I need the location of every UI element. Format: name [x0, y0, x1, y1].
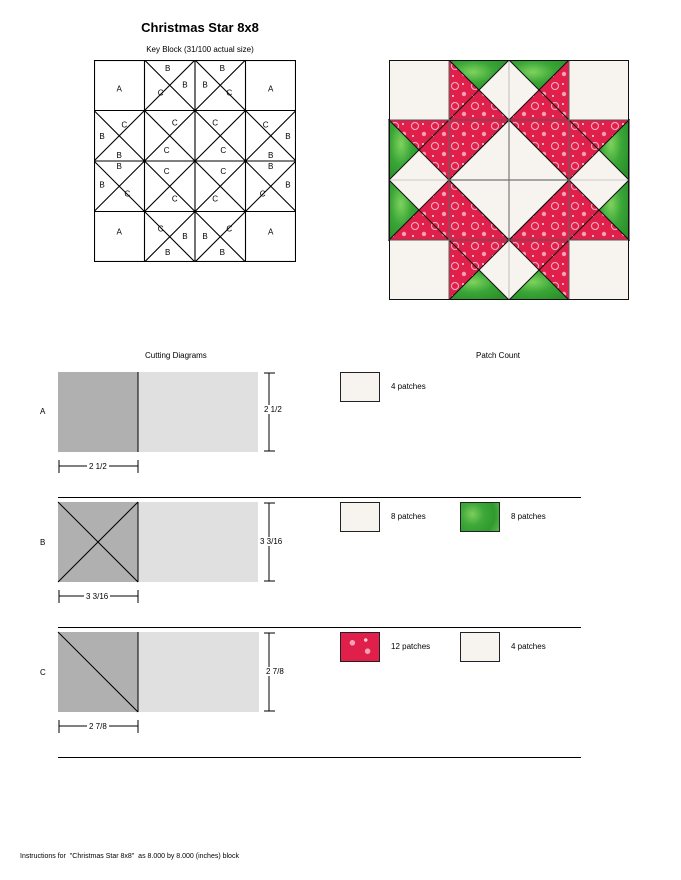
patch-label-c: C — [171, 194, 178, 204]
patch-label-c: C — [157, 88, 164, 98]
row-label-c: C — [40, 668, 46, 677]
dim-height-b: 3 3/16 — [260, 537, 283, 546]
patch-label-b: B — [268, 162, 274, 172]
patch-swatch-b-cream — [340, 502, 380, 532]
patch-swatch-c-cream — [460, 632, 500, 662]
row-label-b: B — [40, 538, 46, 547]
patch-count-c-2: 4 patches — [511, 642, 546, 651]
patch-label-b: B — [219, 247, 225, 257]
patch-label-b: B — [182, 231, 188, 241]
patch-label-b: B — [116, 162, 122, 172]
patch-count-a-1: 4 patches — [391, 382, 426, 391]
patch-label-b: B — [285, 180, 291, 190]
dim-height-a: 2 1/2 — [264, 405, 282, 414]
patch-label-b: B — [268, 150, 274, 160]
patch-swatch-b-green — [460, 502, 500, 532]
dim-width-c: 2 7/8 — [89, 722, 107, 731]
patch-label-c: C — [163, 167, 170, 177]
patch-label-c: C — [259, 189, 266, 199]
patch-label-c: C — [171, 118, 178, 128]
patch-label-b: B — [165, 247, 171, 257]
key-block-subtitle: Key Block (31/100 actual size) — [146, 45, 254, 54]
dim-width-b: 3 3/16 — [86, 592, 109, 601]
quilt-block-preview — [388, 60, 630, 300]
patch-swatch-a-cream — [340, 372, 380, 402]
cutting-diagrams-header: Cutting Diagrams — [145, 351, 207, 360]
patch-count-c-1: 12 patches — [391, 642, 431, 651]
footer-instructions: Instructions for "Christmas Star 8x8" as 8.000 by 8.000 (inches) block — [20, 853, 239, 860]
patch-label-b: B — [116, 150, 122, 160]
patch-label-b: B — [99, 180, 105, 190]
key-block-diagram — [94, 60, 296, 262]
patch-swatch-c-red — [340, 632, 380, 662]
patch-label-c: C — [212, 194, 219, 204]
patch-count-b-1: 8 patches — [391, 512, 426, 521]
patch-count-header: Patch Count — [476, 351, 521, 360]
patch-label-b: B — [202, 231, 208, 241]
patch-label-c: C — [121, 120, 128, 130]
patch-label-c: C — [220, 167, 227, 177]
patch-label-b: B — [99, 131, 105, 141]
row-divider — [58, 757, 581, 758]
dim-width-a: 2 1/2 — [89, 462, 107, 471]
patch-label-c: C — [212, 118, 219, 128]
patch-label-c: C — [163, 145, 170, 155]
patch-label-a: A — [268, 227, 274, 237]
patch-label-a: A — [116, 227, 122, 237]
patch-label-a: A — [116, 84, 122, 94]
patch-count-b-2: 8 patches — [511, 512, 546, 521]
patch-label-b: B — [182, 80, 188, 90]
patch-label-c: C — [220, 145, 227, 155]
patch-label-c: C — [226, 88, 233, 98]
patch-label-a: A — [268, 84, 274, 94]
patch-label-b: B — [285, 131, 291, 141]
row-divider — [58, 497, 581, 498]
patch-label-c: C — [157, 224, 164, 234]
row-divider — [58, 627, 581, 628]
page-title: Christmas Star 8x8 — [141, 20, 259, 35]
patch-label-b: B — [219, 64, 225, 74]
patch-label-b: B — [202, 80, 208, 90]
patch-label-c: C — [262, 120, 269, 130]
patch-label-c: C — [226, 224, 233, 234]
row-label-a: A — [40, 407, 46, 416]
patch-label-c: C — [124, 189, 131, 199]
dim-height-c: 2 7/8 — [266, 667, 284, 676]
patch-label-b: B — [165, 64, 171, 74]
